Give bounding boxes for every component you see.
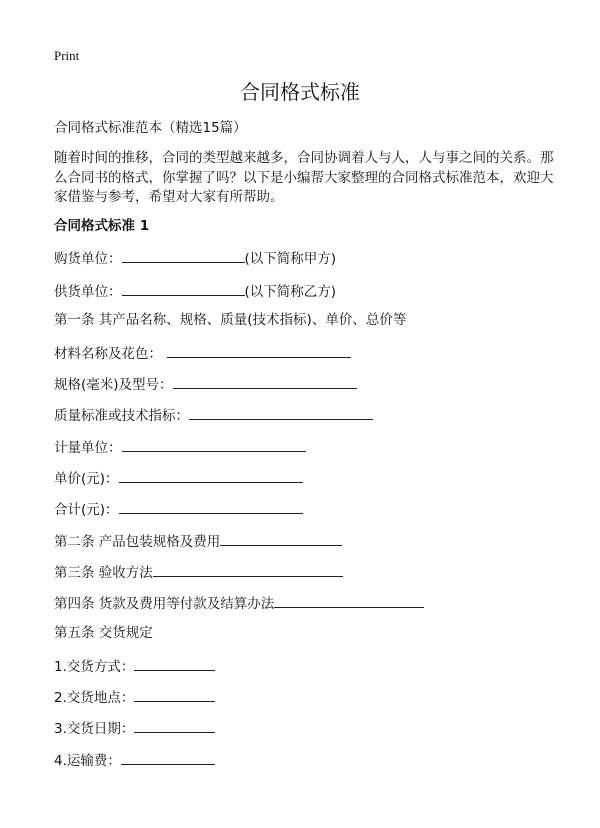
- field-label: 第二条 产品包装规格及费用: [54, 534, 221, 550]
- blank-field[interactable]: [189, 405, 373, 420]
- form-row-quality: [54, 405, 373, 426]
- blank-field[interactable]: [134, 687, 215, 702]
- blank-field[interactable]: [122, 248, 245, 263]
- article-4: [54, 593, 424, 614]
- field-label: 合计(元)：: [54, 502, 119, 518]
- article-1: 第一条 其产品名称、规格、质量(技术指标)、单价、总价等: [54, 312, 407, 328]
- print-link[interactable]: Print: [54, 48, 80, 63]
- form-row-total: [54, 499, 303, 520]
- blank-field[interactable]: [274, 593, 424, 608]
- field-label: 规格(毫米)及型号：: [54, 377, 173, 393]
- field-label: 3.交货日期：: [54, 721, 135, 737]
- blank-field[interactable]: [134, 718, 215, 733]
- field-label: 第三条 验收方法: [54, 565, 153, 581]
- field-label: 质量标准或技术指标：: [54, 408, 189, 424]
- field-label: 供货单位：: [54, 284, 122, 300]
- form-row-material: [54, 343, 351, 364]
- form-row-spec: [54, 374, 357, 395]
- blank-field[interactable]: [121, 750, 215, 765]
- article-2: [54, 531, 342, 552]
- form-row-buyer: [54, 248, 336, 269]
- field-suffix: (以下简称甲方): [244, 251, 337, 267]
- subtitle: 合同格式标准范本（精选15篇）: [54, 120, 247, 136]
- intro-paragraph: 随着时间的推移，合同的类型越来越多，合同协调着人与人，人与事之间的关系。那么合同书的格式，你掌握了吗？以下是小编帮大家整理的合同格式标准范本，欢迎大家借鉴与参考，希望对大家有所帮助。: [54, 150, 554, 205]
- form-row-supplier: [54, 281, 336, 302]
- form-row-unit-price: [54, 468, 303, 489]
- field-label: 计量单位：: [54, 440, 122, 456]
- field-label: 单价(元)：: [54, 471, 119, 487]
- field-label: 第四条 货款及费用等付款及结算办法: [54, 596, 275, 612]
- blank-field[interactable]: [119, 499, 303, 514]
- blank-field[interactable]: [122, 437, 306, 452]
- field-label: 材料名称及花色：: [54, 346, 162, 362]
- form-row-freight: [54, 750, 215, 771]
- field-suffix: (以下简称乙方): [244, 284, 337, 300]
- form-row-delivery-method: [54, 656, 215, 677]
- blank-field[interactable]: [153, 562, 343, 577]
- blank-field[interactable]: [122, 281, 245, 296]
- form-row-delivery-date: [54, 718, 215, 739]
- field-label: 购货单位：: [54, 251, 122, 267]
- blank-field[interactable]: [167, 343, 351, 358]
- form-row-delivery-place: [54, 687, 215, 708]
- document-title: 合同格式标准: [240, 80, 360, 104]
- field-label: 4.运输费：: [54, 753, 121, 769]
- field-label: 2.交货地点：: [54, 690, 135, 706]
- blank-field[interactable]: [220, 531, 342, 546]
- field-label: 1.交货方式：: [54, 659, 135, 675]
- blank-field[interactable]: [119, 468, 303, 483]
- article-5: 第五条 交货规定: [54, 625, 153, 641]
- blank-field[interactable]: [134, 656, 215, 671]
- section-heading: 合同格式标准 1: [54, 218, 150, 234]
- form-row-unit: [54, 437, 306, 458]
- article-3: [54, 562, 343, 583]
- blank-field[interactable]: [173, 374, 357, 389]
